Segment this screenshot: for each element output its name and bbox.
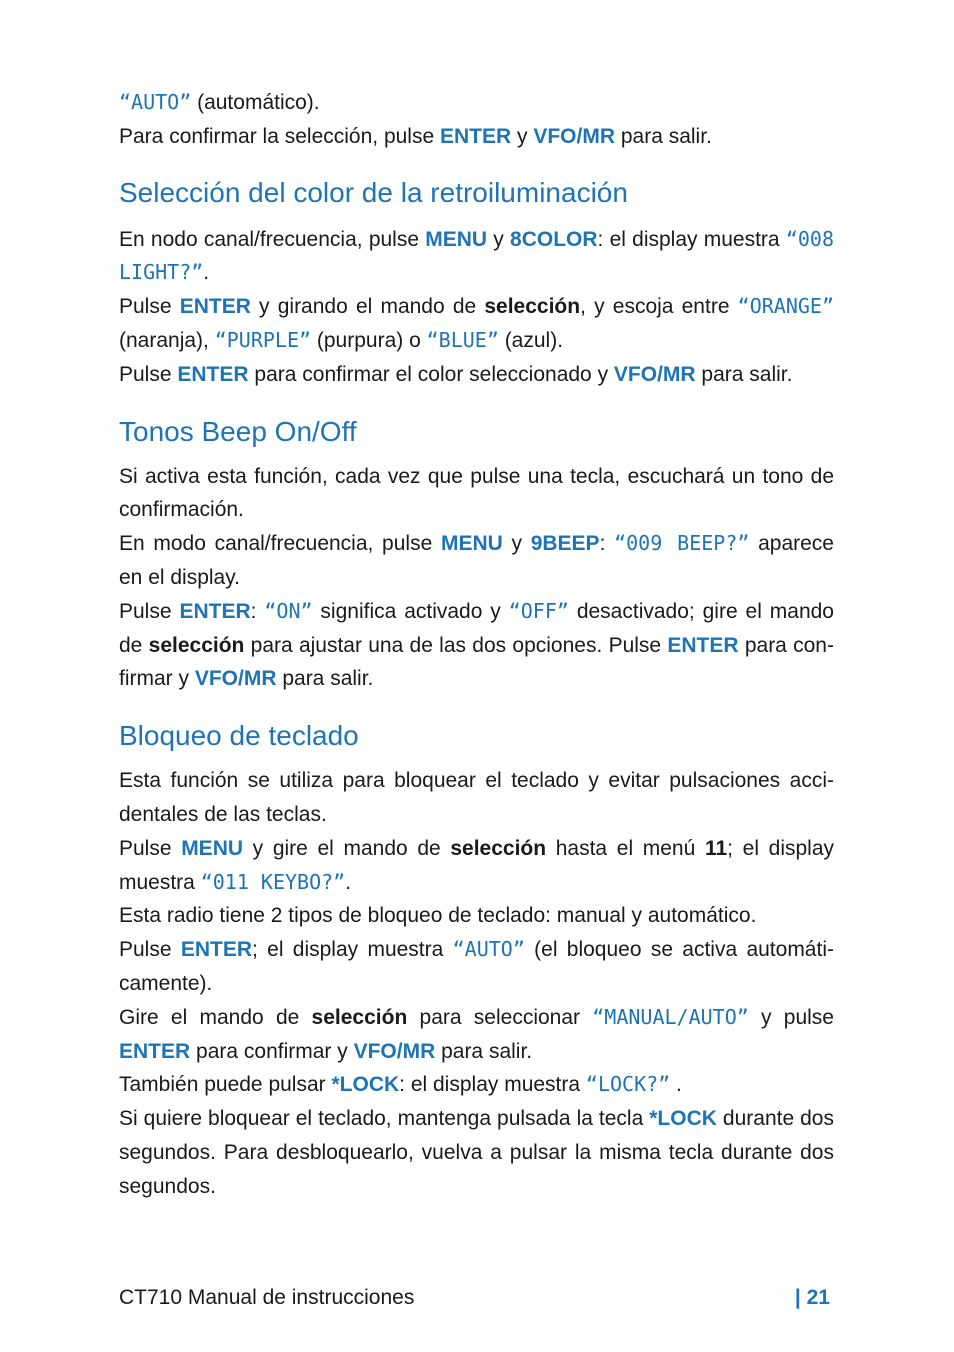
key-name: ENTER — [439, 124, 512, 148]
key-name: *LOCK — [649, 1107, 717, 1131]
display-text: “009 BEEP?” — [614, 531, 750, 556]
section-heading-backlight-color: Selección del color de la retroiluminación — [119, 176, 628, 208]
key-name: ENTER — [180, 938, 253, 962]
paragraph: Pulse ENTER y girando el mando de selección, y escoja entre “ORANGE” (naranja), “PURPLE” (purpura) o “BLUE” (azul). — [119, 294, 834, 352]
display-text: “MANUAL/AUTO” — [592, 1004, 749, 1029]
key-name: MENU — [440, 532, 503, 556]
section-heading-keypad-lock: Bloqueo de teclado — [119, 720, 359, 752]
intro-line-1: “AUTO” (automático). — [119, 90, 320, 114]
page-content — [119, 86, 834, 1204]
paragraph: Pulse MENU y gire el mando de selección hasta el menú 11; el display muestra “011 KEYBO?”. — [119, 836, 835, 894]
display-text: “PURPLE” — [214, 327, 312, 352]
display-text: “ON” — [264, 598, 313, 623]
section-heading-beep-tones: Tonos Beep On/Off — [119, 415, 357, 447]
display-text: “ORANGE” — [737, 294, 834, 319]
key-name: 9BEEP — [530, 532, 600, 556]
paragraph: Si quiere bloquear el teclado, mantenga pulsada la tecla *LOCK durante dos segundos. Para desbloquearlo, vuelva a pulsar la misma tecla durante dos segundos. — [119, 1107, 834, 1198]
display-text: “008 LIGHT?” — [119, 226, 834, 285]
key-name: *LOCK — [331, 1073, 400, 1097]
page-footer — [119, 1284, 830, 1312]
key-name: ENTER — [119, 1039, 191, 1063]
paragraph: Gire el mando de selección para seleccionar “MANUAL/AUTO” y pulse ENTER para confirmar y VFO/MR para salir. — [119, 1004, 834, 1063]
key-name: VFO/MR — [533, 124, 616, 148]
paragraph: En nodo canal/frecuencia, pulse MENU y 8COLOR: el display muestra “008 LIGHT?”. — [119, 226, 834, 285]
key-name: ENTER — [177, 362, 249, 386]
page-number: | 21 — [794, 1286, 830, 1309]
key-name: ENTER — [667, 633, 739, 657]
bold-term: selección — [311, 1005, 408, 1029]
key-name: 8COLOR — [510, 227, 598, 251]
key-name: VFO/MR — [613, 362, 696, 386]
bold-term: selección — [148, 633, 245, 657]
key-name: VFO/MR — [194, 667, 277, 691]
key-name: ENTER — [179, 295, 251, 319]
bold-term: 11 — [704, 836, 728, 860]
bold-term: selección — [484, 295, 581, 319]
paragraph: En modo canal/frecuencia, pulse MENU y 9BEEP: “009 BEEP?” aparece en el display. — [119, 531, 834, 589]
key-name: ENTER — [179, 599, 251, 623]
key-name: MENU — [425, 227, 488, 251]
paragraph: Si activa esta función, cada vez que pulse una tecla, escuchará un tono de confirmación. — [119, 464, 834, 522]
bold-term: selección — [450, 836, 547, 860]
intro-line-2: Para confirmar la selección, pulse ENTER y VFO/MR para salir. — [119, 124, 712, 148]
footer-title: CT710 Manual de instrucciones — [119, 1286, 415, 1309]
paragraph: Esta función se utiliza para bloquear el teclado y evitar pulsaciones accidentales de las teclas. — [119, 769, 834, 826]
display-text: “BLUE” — [426, 327, 499, 352]
paragraph: Pulse ENTER para confirmar el color seleccionado y VFO/MR para salir. — [119, 362, 793, 386]
paragraph: Pulse ENTER: “ON” significa activado y “OFF” desactivado; gire el mando de selección para ajustar una de las dos opciones. Pulse ENTER para confirmar y VFO/MR para salir. — [119, 598, 834, 691]
display-text: “OFF” — [508, 598, 569, 623]
display-text: “LOCK?” — [585, 1072, 671, 1097]
display-text: “AUTO” — [119, 90, 192, 114]
key-name: MENU — [181, 836, 244, 860]
paragraph: También puede pulsar *LOCK: el display muestra “LOCK?” . — [119, 1072, 682, 1097]
paragraph: Esta radio tiene 2 tipos de bloqueo de teclado: manual y automático. — [119, 904, 757, 928]
display-text: “011 KEYBO?” — [200, 869, 346, 894]
paragraph: Pulse ENTER; el display muestra “AUTO” (el bloqueo se activa automáticamente). — [119, 937, 834, 995]
display-text: “AUTO” — [452, 937, 525, 962]
key-name: VFO/MR — [353, 1039, 436, 1063]
